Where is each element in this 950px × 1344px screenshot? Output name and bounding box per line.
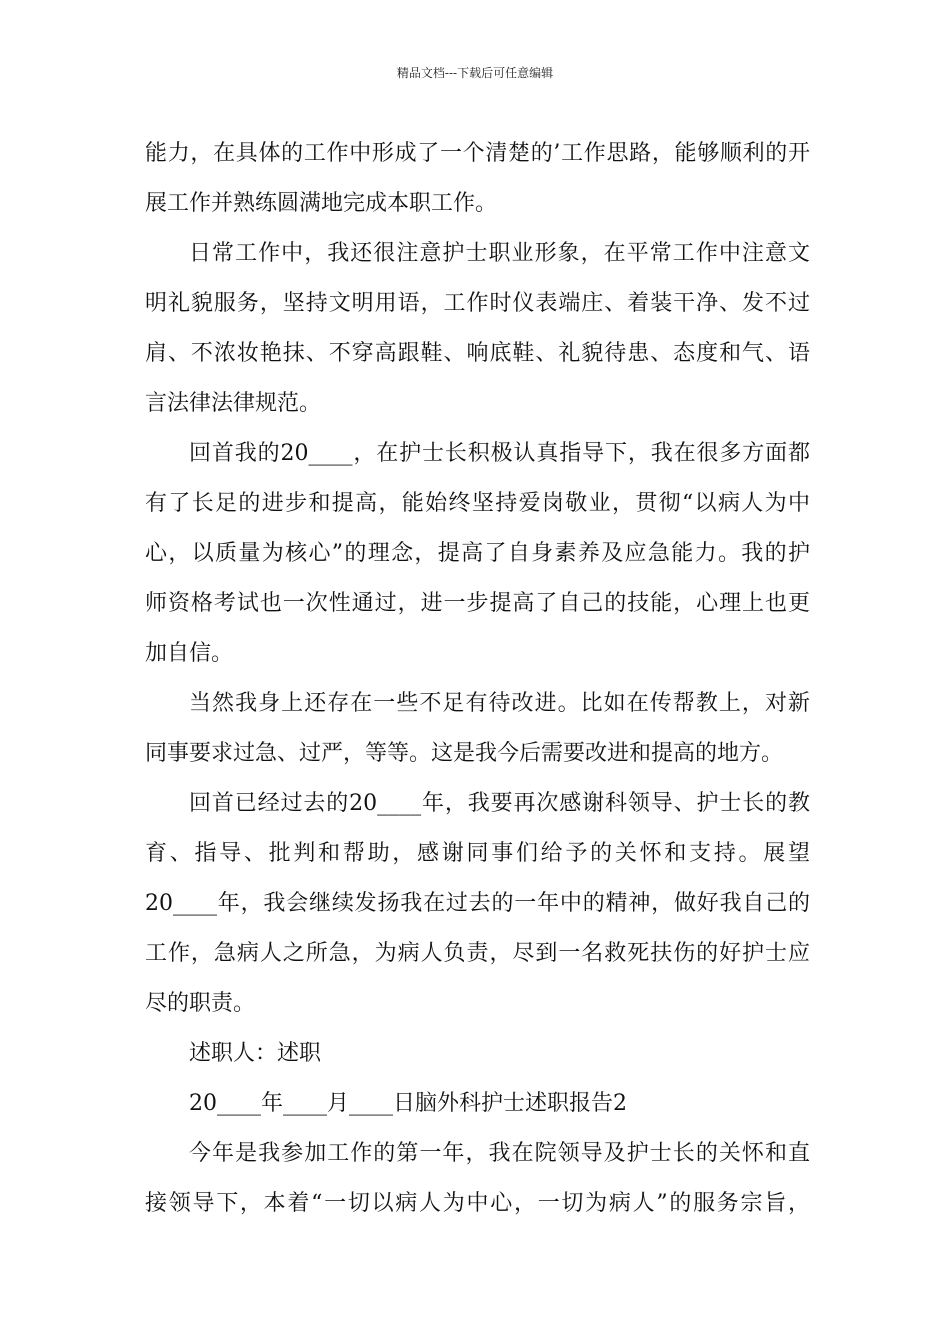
text-line: 能力，在具体的工作中形成了一个清楚的’工作思路，能够顺利的开 (145, 141, 810, 166)
text-line: 工作，急病人之所急，为病人负责，尽到一名救死扶伤的好护士应 (145, 941, 810, 966)
text-line: 育、指导、批判和帮助，感谢同事们给予的关怀和支持。展望 (145, 841, 810, 866)
text-line: 展工作并熟练圆满地完成本职工作。 (145, 191, 498, 216)
signature-line: 述职人：述职 (189, 1041, 322, 1066)
text-line: 言法律法律规范。 (145, 391, 322, 416)
text-line: 同事要求过急、过严，等等。这是我今后需要改进和提高的地方。 (145, 741, 784, 766)
report-title-line: 20____年____月____日脑外科护士述职报告2 (189, 1091, 627, 1116)
document-body (145, 129, 810, 1229)
text-line: 尽的职责。 (145, 991, 256, 1016)
paragraph-first-line: 当然我身上还存在一些不足有待改进。比如在传帮教上，对新 (189, 691, 810, 716)
text-line: 加自信。 (145, 641, 234, 666)
paragraph-first-line: 日常工作中，我还很注意护士职业形象，在平常工作中注意文 (189, 241, 810, 266)
page-header: 精品文档---下载后可任意编辑 (396, 66, 554, 80)
text-line: 接领导下，本着“一切以病人为中心，一切为病人”的服务宗旨， (145, 1191, 810, 1216)
text-line: 师资格考试也一次性通过，进一步提高了自己的技能，心理上也更 (145, 591, 810, 616)
text-line: 有了长足的进步和提高，能始终坚持爱岗敬业，贯彻“以病人为中 (145, 491, 810, 516)
text-line: 20____年，我会继续发扬我在过去的一年中的精神，做好我自己的 (145, 891, 810, 916)
text-line: 明礼貌服务，坚持文明用语，工作时仪表端庄、着装干净、发不过 (145, 291, 810, 316)
text-line: 肩、不浓妆艳抹、不穿高跟鞋、响底鞋、礼貌待患、态度和气、语 (145, 341, 810, 366)
text-line: 心，以质量为核心”的理念，提高了自身素养及应急能力。我的护 (145, 541, 810, 566)
paragraph-first-line: 回首我的20____，在护士长积极认真指导下，我在很多方面都 (189, 441, 810, 466)
paragraph-first-line: 今年是我参加工作的第一年，我在院领导及护士长的关怀和直 (189, 1141, 810, 1166)
paragraph-first-line: 回首已经过去的20____年，我要再次感谢科领导、护士长的教 (189, 791, 810, 816)
